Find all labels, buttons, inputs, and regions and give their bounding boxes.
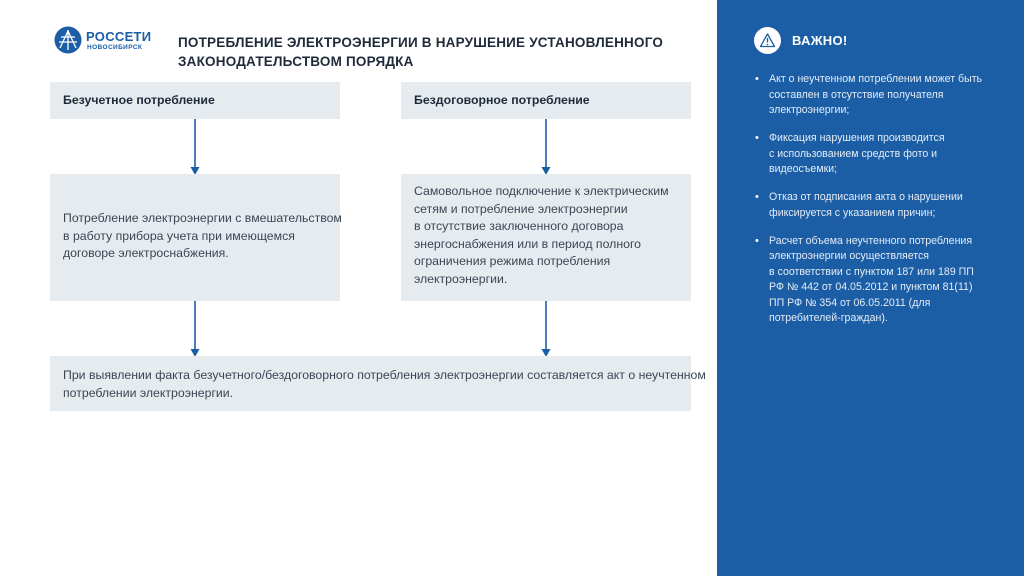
important-note: [755, 72, 1005, 119]
note-line: фиксируется с указанием причин;: [769, 206, 936, 219]
note-line: ПП РФ № 354 от 06.05.2011 (для: [769, 296, 931, 309]
bullet-icon: •: [755, 132, 759, 144]
brand-logo: [54, 26, 164, 58]
contractless-description-line: Самовольное подключение к электрическим: [414, 184, 669, 198]
note-line: видеосъемки;: [769, 163, 838, 175]
note-line: Фиксация нарушения производится: [769, 132, 945, 144]
contractless-description-line: ограничения режима потребления: [414, 254, 611, 268]
contractless-description-line: в отсутствие заключенного договора: [414, 219, 624, 233]
note-line: электроэнергии;: [769, 104, 850, 116]
brand-subname: НОВОСИБИРСК: [87, 44, 143, 51]
page-title-line: ПОТРЕБЛЕНИЕ ЭЛЕКТРОЭНЕРГИИ В НАРУШЕНИЕ УСТАНОВЛЕННОГО: [178, 35, 664, 50]
important-note: [755, 131, 1005, 178]
important-note: [755, 234, 1005, 327]
warning-triangle-icon: [754, 27, 781, 54]
bullet-icon: •: [755, 191, 759, 203]
unmetered-description-line: договоре электроснабжения.: [63, 246, 229, 260]
bullet-icon: •: [755, 73, 759, 85]
important-notes-list: [755, 72, 1005, 339]
page-title-line: ЗАКОНОДАТЕЛЬСТВОМ ПОРЯДКА: [178, 54, 414, 69]
result-box: [50, 356, 706, 411]
brand-name: РОССЕТИ: [86, 29, 152, 44]
rosseti-logo-icon: [54, 26, 82, 54]
note-line: РФ № 442 от 04.05.2012 и пунктом 81(11): [769, 281, 973, 293]
unmetered-heading: Безучетное потребление: [63, 92, 215, 107]
note-line: с использованием средств фото и: [769, 147, 938, 160]
note-line: Акт о неучтенном потреблении может быть: [769, 73, 983, 85]
contractless-description-box: [401, 174, 691, 301]
arrow-down-icon: [190, 301, 200, 357]
unmetered-description-line: в работу прибора учета при имеющемся: [63, 228, 295, 243]
note-line: составлен в отсутствие получателя: [769, 88, 944, 101]
result-line: потреблении электроэнергии.: [63, 385, 234, 400]
note-line: электроэнергии осуществляется: [769, 250, 930, 262]
unmetered-description-line: Потребление электроэнергии с вмешательством: [63, 211, 342, 225]
note-line: Отказ от подписания акта о нарушении: [769, 191, 963, 203]
contractless-description-line: сетям и потребление электроэнергии: [414, 201, 628, 216]
bullet-icon: •: [755, 234, 759, 247]
contractless-heading-box: [401, 82, 691, 119]
unmetered-description-box: [50, 174, 340, 301]
important-title: ВАЖНО!: [792, 33, 848, 48]
arrow-down-icon: [541, 119, 551, 175]
contractless-description-line: электроэнергии.: [414, 271, 508, 286]
unmetered-heading-box: [50, 82, 340, 119]
note-line: в соответствии с пунктом 187 или 189 ПП: [769, 265, 974, 278]
important-note: [755, 190, 1005, 221]
arrow-down-icon: [541, 301, 551, 357]
arrow-down-icon: [190, 119, 200, 175]
contractless-description-line: энергоснабжения или в период полного: [414, 236, 642, 251]
result-line: При выявлении факта безучетного/бездоговорного потребления электроэнергии составляется акт о неучтенном: [63, 368, 706, 382]
contractless-heading: Бездоговорное потребление: [414, 92, 590, 107]
page-title: [178, 33, 664, 71]
note-line: Расчет объема неучтенного потребления: [769, 234, 973, 247]
note-line: потребителей-граждан).: [769, 312, 888, 324]
